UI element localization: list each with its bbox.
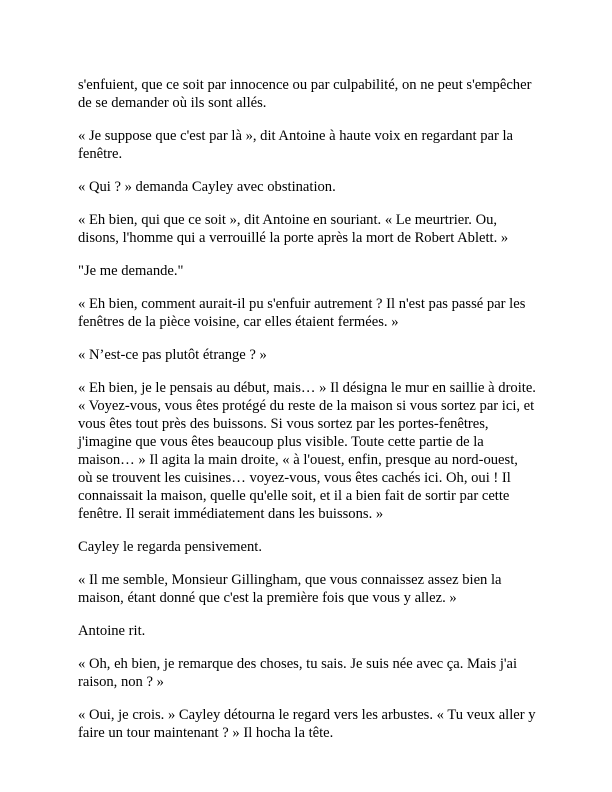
paragraph-10: « Il me semble, Monsieur Gillingham, que vous connaissez assez bien la maison, étant donné que c'est la première fois que vous y allez. » xyxy=(78,572,502,606)
paragraph-3: « Qui ? » demanda Cayley avec obstination. xyxy=(78,179,336,195)
paragraph-13: « Oui, je crois. » Cayley détourna le regard vers les arbustes. « Tu veux aller y faire un tour maintenant ? » Il hocha la tête. xyxy=(78,707,536,741)
paragraph-6: « Eh bien, comment aurait-il pu s'enfuir autrement ? Il n'est pas passé par les fenêtres de la pièce voisine, car elles étaient fermées. » xyxy=(78,296,526,330)
paragraph-4: « Eh bien, qui que ce soit », dit Antoine en souriant. « Le meurtrier. Ou, disons, l'homme qui a verrouillé la porte après la mort de Robert Ablett. » xyxy=(78,212,509,246)
paragraph-9: Cayley le regarda pensivement. xyxy=(78,539,262,555)
paragraph-1: s'enfuient, que ce soit par innocence ou par culpabilité, on ne peut s'empêcher de se demander où ils sont allés. xyxy=(78,77,532,111)
paragraph-11: Antoine rit. xyxy=(78,623,146,639)
document-page xyxy=(78,76,536,757)
paragraph-12: « Oh, eh bien, je remarque des choses, tu sais. Je suis née avec ça. Mais j'ai raison, non ? » xyxy=(78,656,518,690)
paragraph-7: « N’est-ce pas plutôt étrange ? » xyxy=(78,347,267,363)
paragraph-8: « Eh bien, je le pensais au début, mais… » Il désigna le mur en saillie à droite. « Voyez-vous, vous êtes protégé du reste de la maison si vous sortez par ici, et vous êtes tout près des buissons. Si vous sortez par les portes-fenêtres, j'imagine que vous êtes beaucoup plus visible. Toute cette partie de la maison… » Il agita la main droite, « à l'ouest, enfin, presque au nord-ouest, où se trouvent les cuisines… voyez-vous, vous êtes cachés ici. Oh, oui ! Il connaissait la maison, quelle qu'elle soit, et il a bien fait de sortir par cette fenêtre. Il serait immédiatement dans les buissons. » xyxy=(78,380,536,522)
paragraph-5: "Je me demande." xyxy=(78,263,184,279)
paragraph-2: « Je suppose que c'est par là », dit Antoine à haute voix en regardant par la fenêtre. xyxy=(78,128,514,162)
